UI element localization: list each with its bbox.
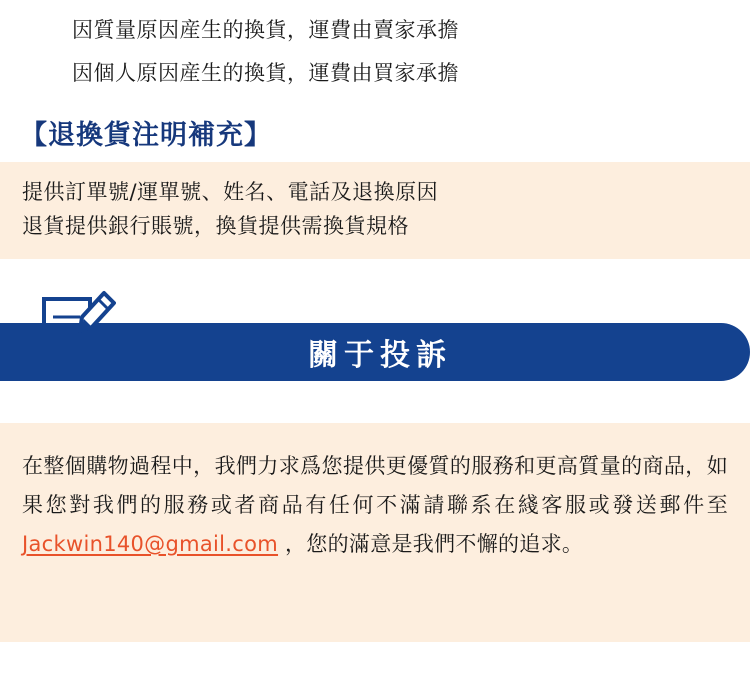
return-policy-line-quality: 因質量原因産生的換貨，運費由賣家承擔: [72, 18, 459, 42]
return-note-line-info: 提供訂單號/運單號、姓名、電話及退換原因: [22, 180, 439, 205]
complaint-paragraph-after-email: ，您的滿意是我們不懈的追求。: [278, 531, 584, 556]
pencil-note-icon: [38, 281, 116, 363]
complaint-banner-wrap: [0, 323, 750, 381]
complaint-paragraph-before-email: 在整個購物過程中，我們力求爲您提供更優質的服務和更高質量的商品，如果您對我們的服務或者商品有任何不滿請聯系在綫客服或發送郵件至: [22, 454, 728, 518]
complaint-banner-title: 關于投訴: [308, 338, 452, 374]
return-note-heading: 【退換貨注明補充】: [20, 120, 272, 152]
support-email-link[interactable]: Jackwin140@gmail.com: [22, 531, 279, 556]
return-policy-line-personal: 因個人原因産生的換貨，運費由買家承擔: [72, 60, 459, 85]
complaint-paragraph: [22, 447, 728, 564]
return-note-line-account: 退貨提供銀行賬號，換貨提供需換貨規格: [22, 213, 409, 238]
complaint-paragraph-box: [0, 423, 750, 642]
return-policy-lines: [0, 0, 750, 89]
return-note-box: [0, 162, 750, 259]
